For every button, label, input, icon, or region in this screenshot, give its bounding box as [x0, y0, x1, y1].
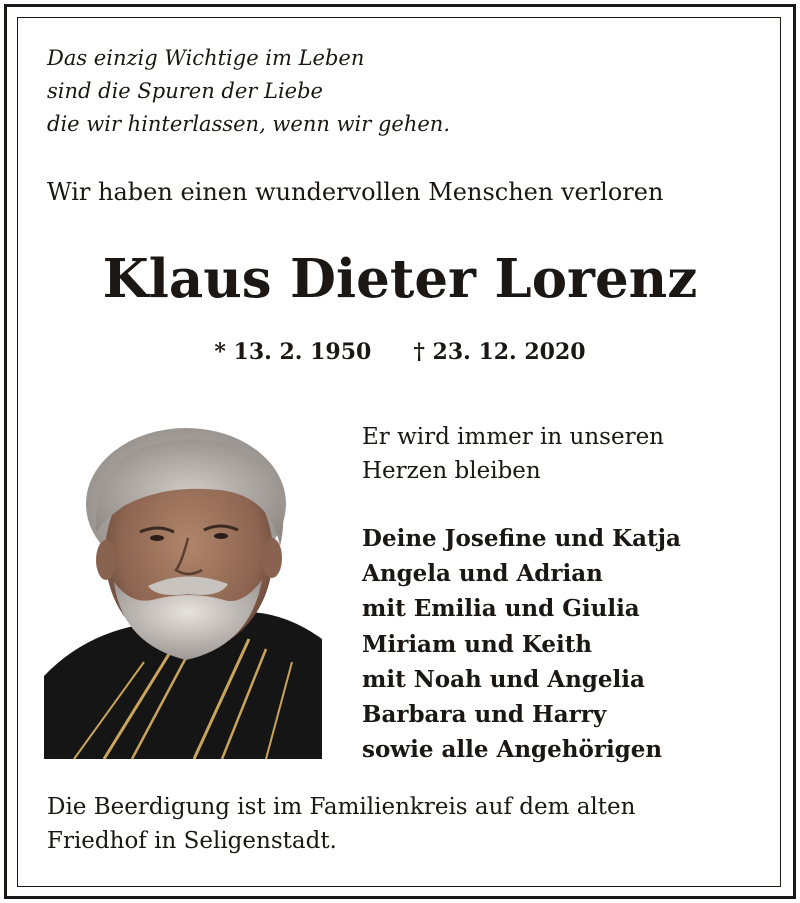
mourner-line: mit Emilia und Giulia: [362, 595, 640, 623]
quote-line: die wir hinterlassen, wenn wir gehen.: [47, 112, 450, 136]
remembrance-line: Er wird immer in unseren: [362, 424, 664, 450]
death-date: † 23. 12. 2020: [413, 339, 586, 365]
deceased-name: Klaus Dieter Lorenz: [102, 248, 698, 310]
memorial-quote: [47, 42, 607, 141]
funeral-line: Friedhof in Seligenstadt.: [47, 828, 337, 854]
remembrance-line: Herzen bleiben: [362, 458, 541, 484]
funeral-notice: [47, 790, 767, 858]
mourner-line: mit Noah und Angelia: [362, 665, 645, 693]
funeral-line: Die Beerdigung ist im Familienkreis auf dem alten: [47, 794, 636, 820]
mourner-line: Miriam und Keith: [362, 630, 593, 658]
mourner-line: Deine Josefine und Katja: [362, 525, 681, 552]
intro-text: Wir haben einen wundervollen Menschen verloren: [47, 178, 664, 206]
portrait-photo: [44, 414, 322, 759]
remembrance-text: [362, 420, 782, 488]
quote-line: sind die Spuren der Liebe: [47, 79, 323, 103]
mourner-line: Angela und Adrian: [362, 560, 603, 588]
life-dates: [0, 335, 800, 369]
mourners-list: [362, 521, 782, 767]
mourner-line: sowie alle Angehörigen: [362, 736, 663, 764]
mourner-line: Barbara und Harry: [362, 701, 607, 729]
quote-line: Das einzig Wichtige im Leben: [47, 46, 365, 70]
birth-date: * 13. 2. 1950: [214, 339, 372, 365]
